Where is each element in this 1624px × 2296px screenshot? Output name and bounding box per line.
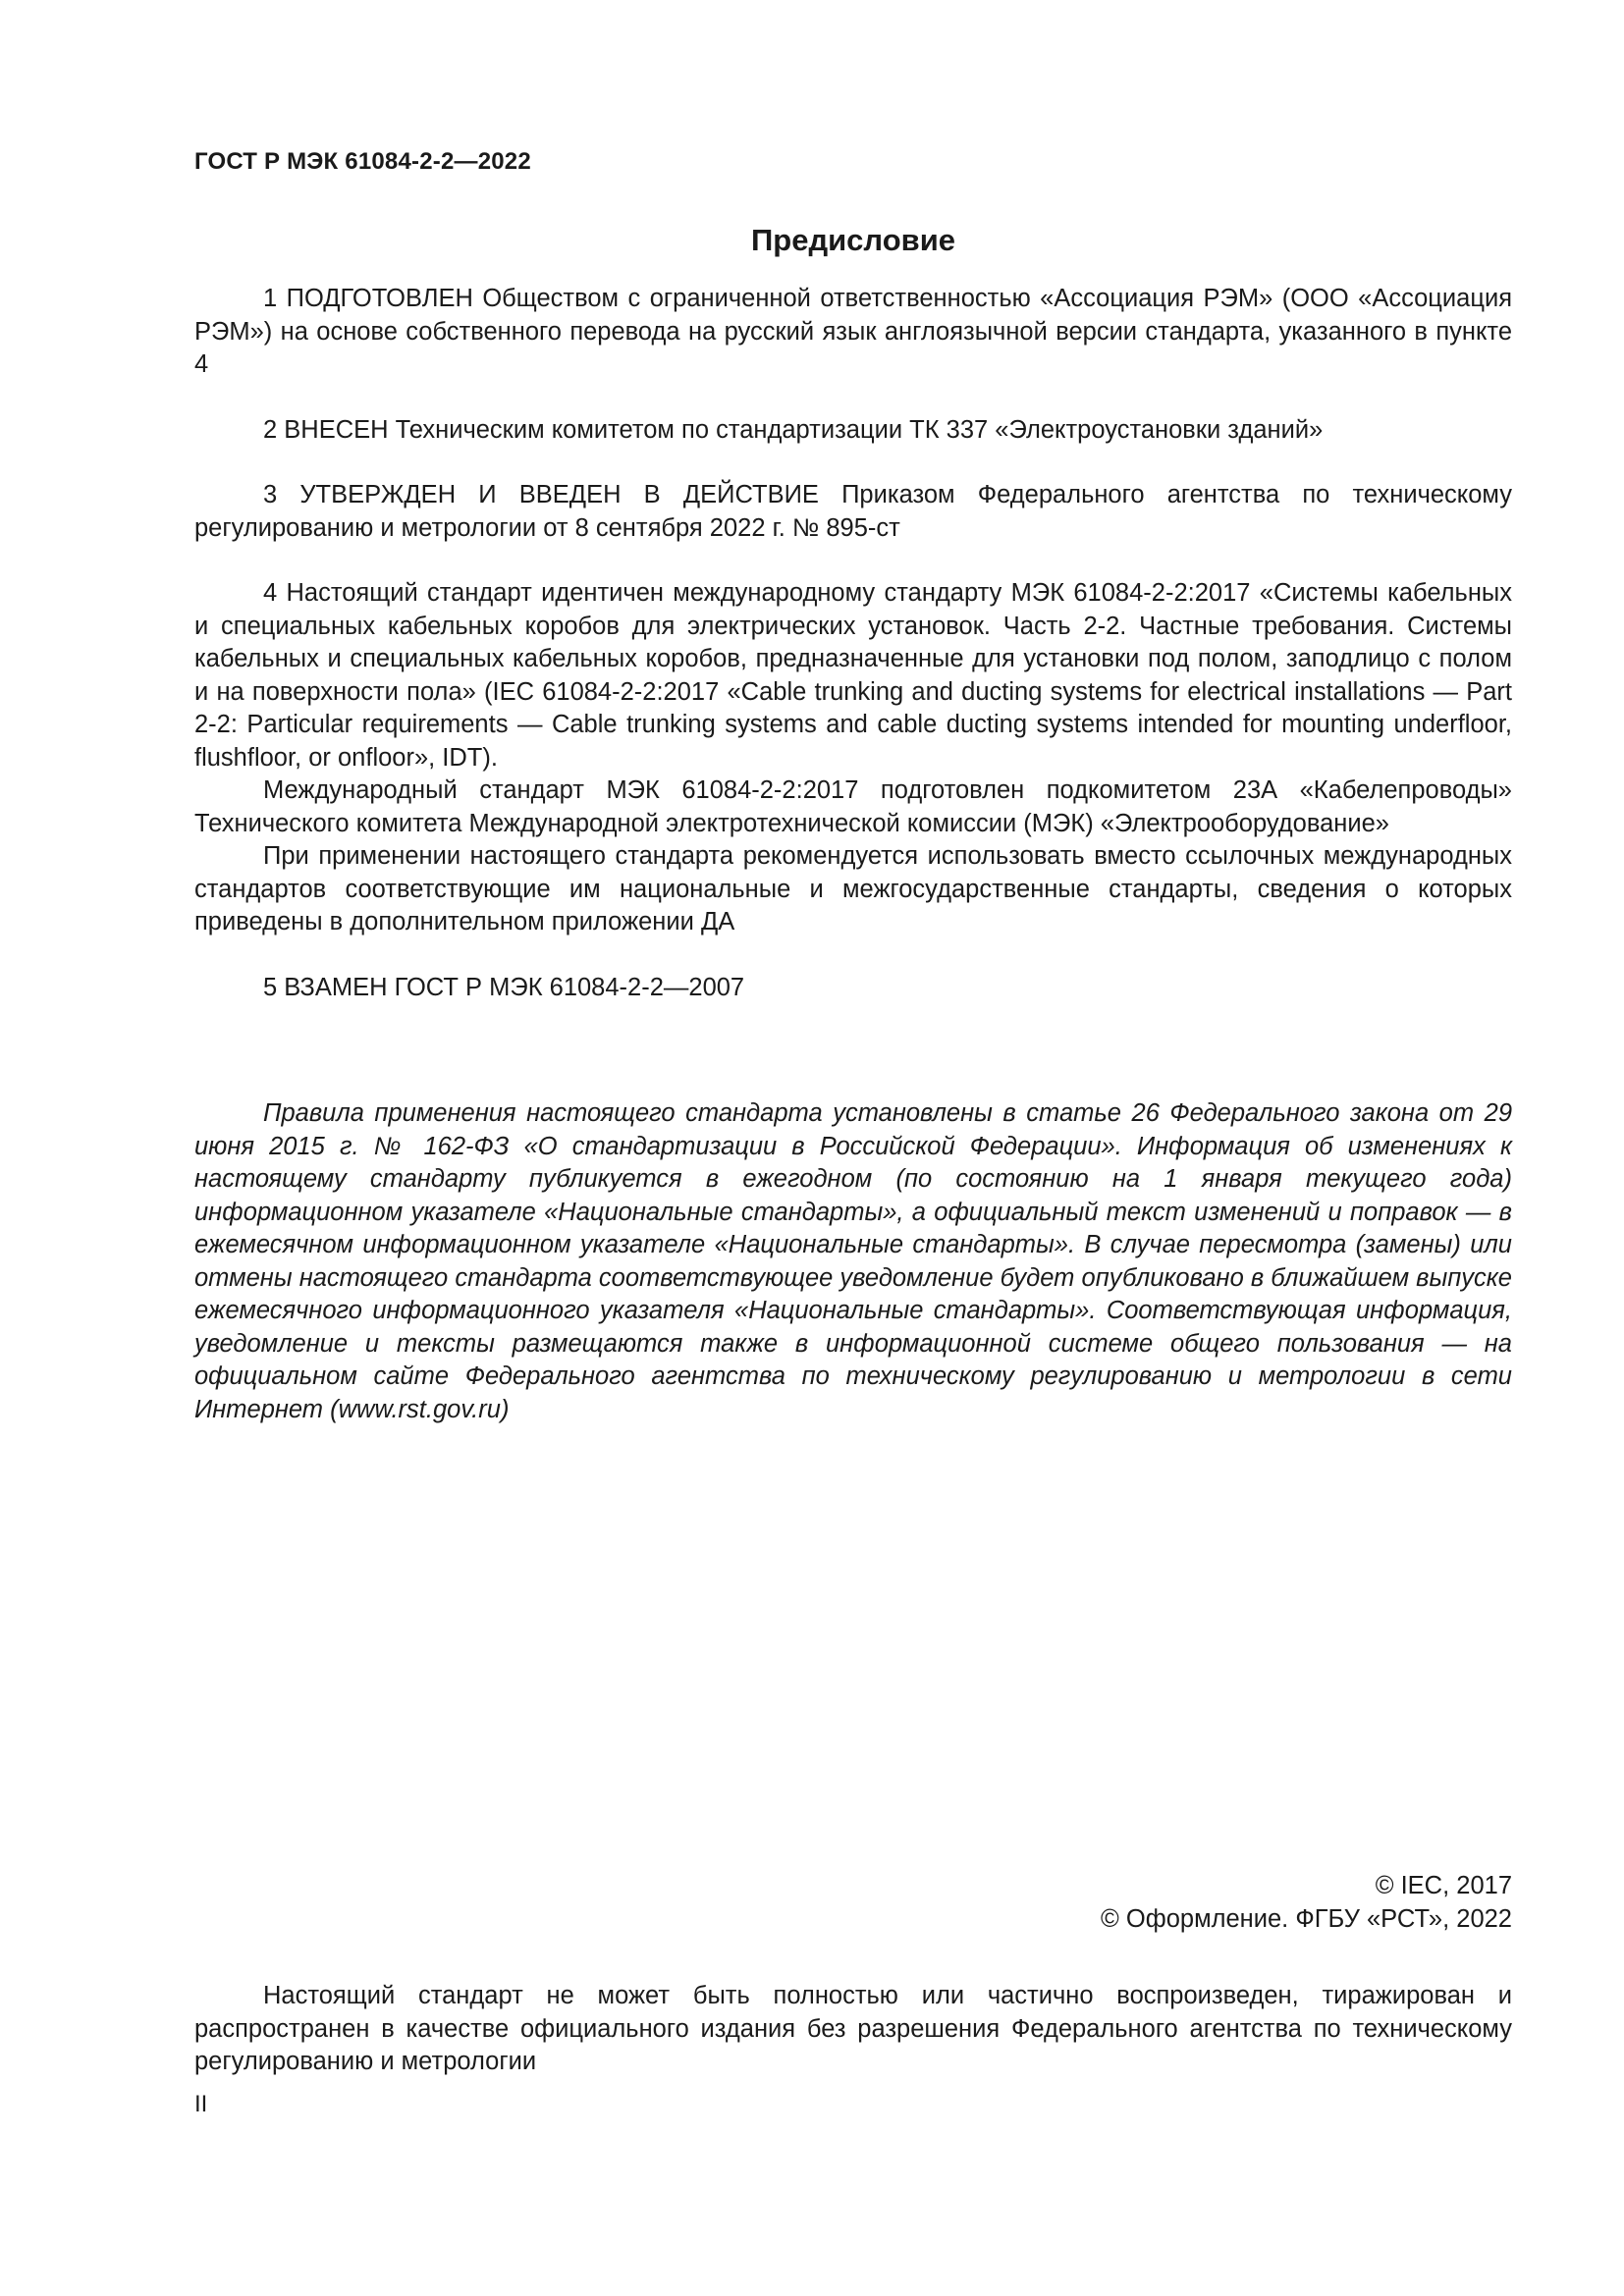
reproduction-notice: Настоящий стандарт не может быть полностью или частично воспроизведен, тиражирован и распространен в качестве официального издания без разрешения Федерального агентства по техническому регулированию и метрологии	[194, 1982, 1512, 2075]
page-number: II	[194, 2091, 208, 2117]
rules-of-application-note: Правила применения настоящего стандарта установлены в статье 26 Федерального закона от 29 июня 2015 г. № 162-ФЗ «О стандартизации в Российской Федерации». Информация об изменениях к настоящему стандарту публикуется в ежегодном (по состоянию на 1 января текущего года) информационном указателе «Национальные стандарты», а официальный текст изменений и поправок — в ежемесячном информационном указателе «Национальные стандарты». В случае пересмотра (замены) или отмены настоящего стандарта соответствующее уведомление будет опубликовано в ближайшем выпуске ежемесячного информационного указателя «Национальные стандарты». Соответствующая информация, уведомление и тексты размещаются также в информационной системе общего пользования — на официальном сайте Федерального агентства по техническому регулированию и метрологии в сети Интернет (www.rst.gov.ru)	[194, 1099, 1512, 1423]
foreword-item-1: 1 ПОДГОТОВЛЕН Обществом с ограниченной ответственностью «Ассоциация РЭМ» (ООО «Ассоциация РЭМ») на основе собственного перевода на русский язык англоязычной версии стандарта, указанного в пункте 4	[194, 285, 1512, 378]
foreword-item-5: 5 ВЗАМЕН ГОСТ Р МЭК 61084-2-2—2007	[263, 973, 745, 1001]
foreword-item-4: 4 Настоящий стандарт идентичен международному стандарту МЭК 61084-2-2:2017 «Системы кабельных и специальных кабельных коробов для электрических установок. Часть 2-2. Частные требования. Системы кабельных и специальных кабельных коробов, предназначенные для установки под полом, заподлицо с полом и на поверхности пола» (IEC 61084-2-2:2017 «Cable trunking and ducting systems for electrical installations — Part 2-2: Particular requirements — Cable trunking systems and cable ducting systems intended for mounting underfloor, flushfloor, or onfloor», IDT).	[194, 579, 1512, 772]
foreword-body	[194, 283, 1512, 1004]
foreword-item-4-subcommittee: Международный стандарт МЭК 61084-2-2:2017 подготовлен подкомитетом 23А «Кабелепроводы» Технического комитета Международной электротехнической комиссии (МЭК) «Электрооборудование»	[194, 776, 1512, 837]
copyright-block	[1101, 1870, 1512, 1936]
copyright-iec: © IEC, 2017	[1375, 1872, 1512, 1899]
foreword-item-4-references: При применении настоящего стандарта рекомендуется использовать вместо ссылочных международных стандартов соответствующие им национальные и межгосударственные стандарты, сведения о которых приведены в дополнительном приложении ДА	[194, 842, 1512, 935]
foreword-item-2: 2 ВНЕСЕН Техническим комитетом по стандартизации ТК 337 «Электроустановки зданий»	[263, 415, 1324, 444]
foreword-item-3: 3 УТВЕРЖДЕН И ВВЕДЕН В ДЕЙСТВИЕ Приказом Федерального агентства по техническому регулированию и метрологии от 8 сентября 2022 г. № 895-ст	[194, 481, 1512, 542]
copyright-design: © Оформление. ФГБУ «РСТ», 2022	[1101, 1904, 1512, 1933]
document-code-header: ГОСТ Р МЭК 61084-2-2—2022	[194, 148, 531, 175]
page-title: Предисловие	[750, 223, 955, 257]
